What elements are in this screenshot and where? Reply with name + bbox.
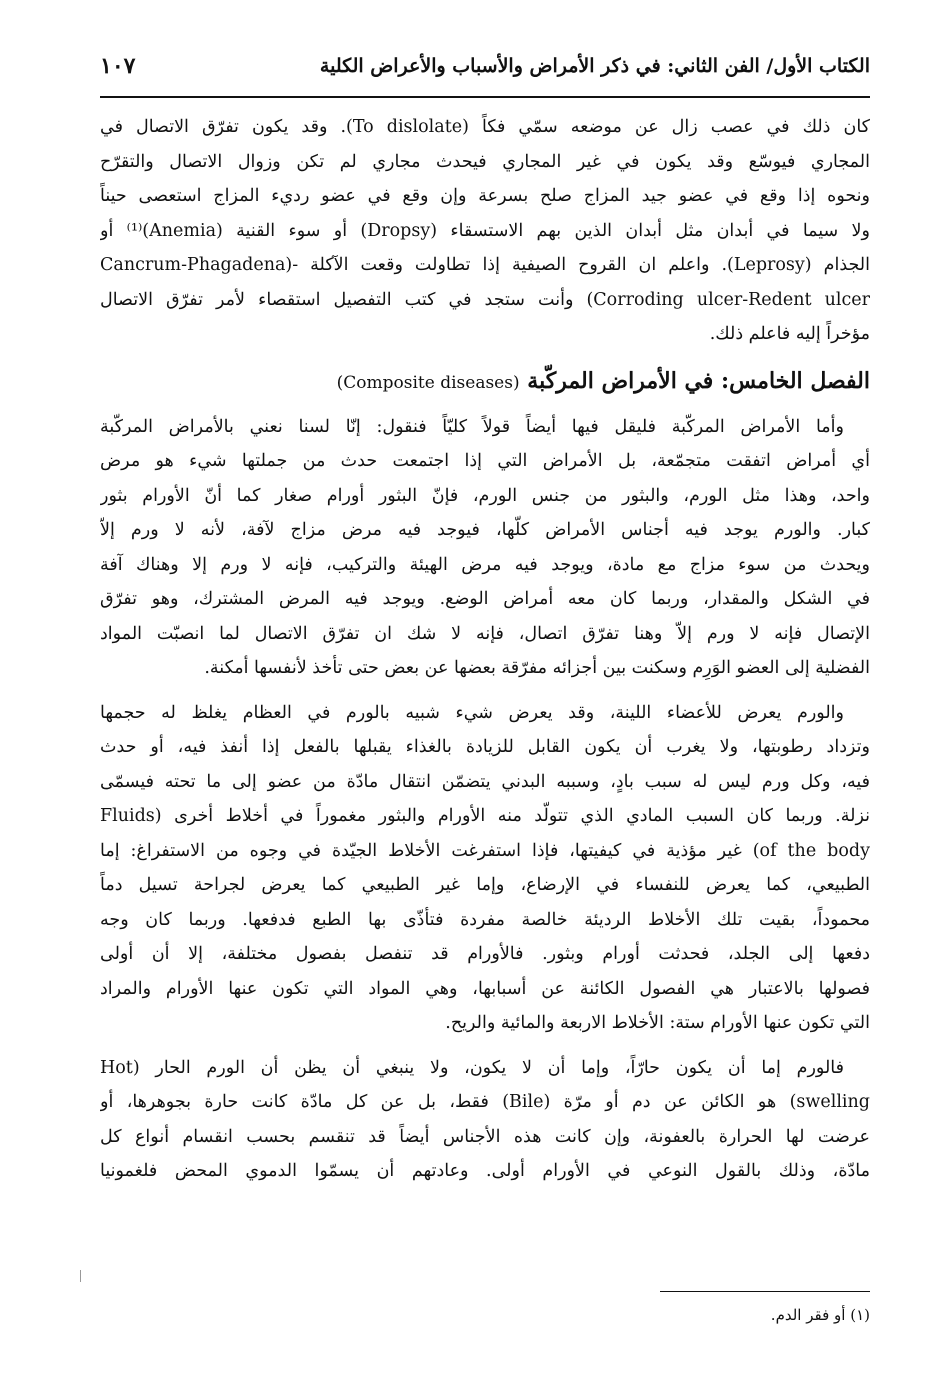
text-line: مادّة، وذلك بالقول النوعي في الأورام أولى. وعادتهم أن يسمّوا الدموي المحض فلغمونيا bbox=[100, 1161, 870, 1181]
paragraph-3 bbox=[100, 696, 870, 1041]
text-line: كان ذلك في عصب زال عن موضعه سمّي فكاً (To dislolate). وقد يكون تفرّق الاتصال في bbox=[100, 117, 870, 137]
section-heading bbox=[100, 356, 870, 406]
text-line: swelling) هو الكائن عن دم أو مرّة (Bile) فقط، بل عن كل مادّة كانت حارة بجوهرها، أو bbox=[100, 1092, 870, 1112]
margin-mark bbox=[80, 1270, 81, 1282]
page-header bbox=[100, 46, 870, 86]
text-line: فالورم إما أن يكون حارّاً، وإما أن لا يكون، ولا ينبغي أن يظن أن الورم الحار (Hot bbox=[100, 1057, 844, 1078]
footnote-rule bbox=[660, 1291, 870, 1292]
paragraph-4 bbox=[100, 1051, 870, 1189]
body-text bbox=[100, 110, 870, 1189]
paragraph-1 bbox=[100, 110, 870, 352]
section-heading-latin: (Composite diseases) bbox=[336, 372, 520, 393]
text-line: الإتصال فإنه لا ورم إلاّ وهنا تفرّق اتصال، فإنه لا شك ان تفرّق الاتصال لما انصبّت المواد bbox=[100, 623, 870, 644]
paragraph-2 bbox=[100, 410, 870, 686]
text-line: مؤخراً إليه فاعلم ذلك. bbox=[709, 324, 870, 344]
header-rule bbox=[100, 96, 870, 98]
text-line: الفضلية إلى العضو الوَرِم وسكنت بين أجزائه مفرّقة بعضها عن بعض حتى تأخذ لأنفسها أمكنة. bbox=[204, 658, 870, 678]
text-line: وتزداد رطوبتها، ولا يغرب أن يكون القابل للزيادة بالغذاء يقبلها بالفعل إذا أنفذ فيه، أو حدث bbox=[100, 737, 870, 757]
footnote: (١) أو فقر الدم. bbox=[770, 1306, 870, 1324]
text-line: ونحوه إذا وقع في عضو جيد المزاج صلح بسرعة وإن وقع في عضو رديء المزاج استعصى حيناً bbox=[100, 186, 870, 206]
section-heading-arabic: الفصل الخامس: في الأمراض المركّبة bbox=[527, 367, 870, 394]
text-line: كبار. والورم يوجد فيه أجناس الأمراض كلّها، فيوجد فيه مرض مزاج لآفة، لأنه لا ورم إلاّ bbox=[100, 520, 870, 540]
text-line: محموداً، بقيت تلك الأخلاط الرديئة خالصة مفردة فتأذّى بها الطبع فدفعها. وربما كان وجه bbox=[100, 909, 870, 930]
text-line: الطبيعي، كما يعرض للنفساء في الإرضاع، وإما غير الطبيعي كما يعرض لجراحة تسيل دماً bbox=[100, 875, 870, 895]
text-line: والورم يعرض للأعضاء اللينة، وقد يعرض شيء شبيه بالورم في العظام يغلظ له حجمها bbox=[100, 702, 844, 723]
text-line: وأما الأمراض المركّبة فليقل فيها أيضاً قولاً كليّاً فنقول: إنّا لسنا نعني بالأمراض المركّبة bbox=[100, 416, 844, 437]
text-line: ولا سيما في أبدان مثل أبدان الذين بهم الاستسقاء (Dropsy) أو سوء القنية (Anemia)⁽¹⁾ أو bbox=[100, 220, 870, 241]
text-line: نزلة. وربما كان السبب المادي الذي تتولّد منه الأورام والبثور مغموراً في أخلاط أخرى (Fluids bbox=[100, 806, 870, 826]
text-line: الجذام (Leprosy). واعلم ان القروح الصيفية إذا تطاولت وقعت الآكلة -(Cancrum-Phagadena bbox=[100, 255, 870, 275]
text-line: أي أمراض اتفقت متجمّعة، بل الأمراض التي إذا اجتمعت حدث من جملتها شيء هو مرض bbox=[100, 451, 870, 471]
running-head: الكتاب الأول/ الفن الثاني: في ذكر الأمراض والأسباب والأعراض الكلية bbox=[319, 55, 870, 77]
text-line: المجاري فيوسّع وقد يكون في غير المجاري فيحدث مجاري لم تكن وزوال الاتصال والتقرّح bbox=[100, 151, 870, 172]
text-line: فصولها بالاعتبار هي الفصول الكائنة عن أسبابها، وهي المواد التي تكون عنها الأورام والمراد bbox=[100, 978, 870, 999]
text-line: فيه، وكل ورم ليس له سبب بادٍ، وسببه البدني يتضمّن انتقال مادّة من عضو إلى ما تحته فيسمّى bbox=[100, 771, 870, 792]
text-line: of the body) غير مؤذية في كيفيتها، فإذا استفرغت الأخلاط الجيّدة في وجوه من الاستفراغ: إما bbox=[100, 840, 870, 861]
text-line: Corroding ulcer-Redent ulcer) وأنت ستجد في كتب التفصيل استقصاء لأمر تفرّق الاتصال bbox=[100, 289, 870, 310]
text-line: واحد، وهذا مثل الورم، والبثور من جنس الورم، فإنّ البثور أورام صغار كما أنّ الأورام بثور bbox=[100, 485, 870, 506]
text-line: التي تكون عنها الأورام ستة: الأخلاط الاربعة والمائية والريح. bbox=[445, 1013, 870, 1033]
page-number: ١٠٧ bbox=[100, 53, 136, 79]
text-line: ويحدث من سوء مزاج مع مادة، ويوجد فيه مرض الهيئة والتركيب، فإنه لا ورم إلا وهناك آفة bbox=[100, 554, 870, 575]
text-line: في الشكل والمقدار، وربما كان معه أمراض الوضع. ويوجد فيه المرض المشترك، وهو تفرّق bbox=[100, 589, 870, 609]
text-line: دفعها إلى الجلد، فحدثت أورام وبثور. فالأورام قد تنفصل بفصول مختلفة، إلا أن أولى bbox=[100, 944, 870, 964]
text-line: عرضت لها الحرارة بالعفونة، وإن كانت هذه الأجناس أيضاً قد تنقسم بحسب انقسام أنواع كل bbox=[100, 1126, 870, 1147]
